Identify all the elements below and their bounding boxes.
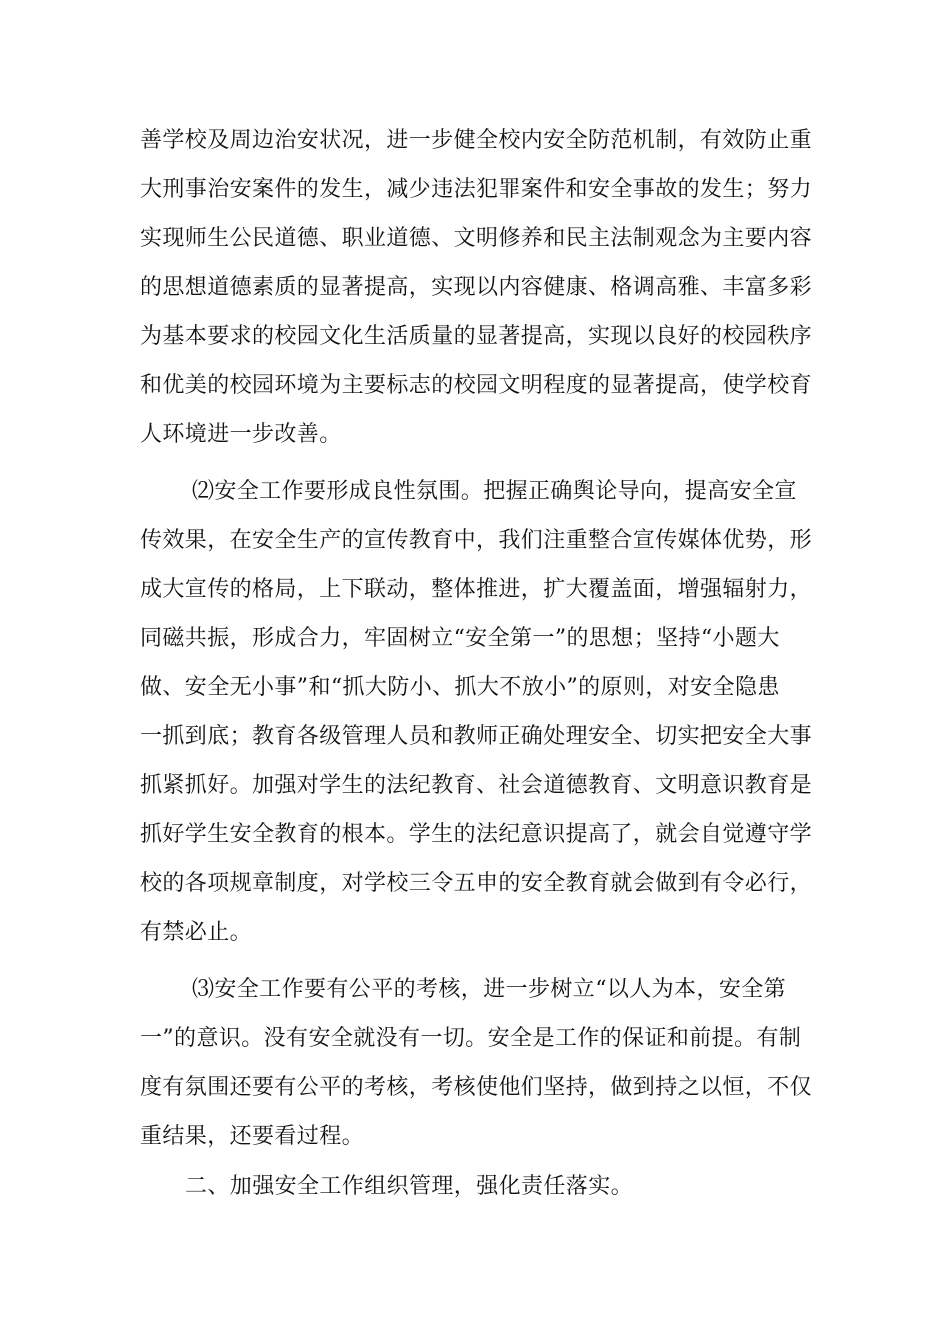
paragraph-2-line-6: 一抓到底；教育各级管理人员和教师正确处理安全、切实把安全大事: [140, 724, 813, 749]
paragraph-1-line-5: 为基本要求的校园文化生活质量的显著提高，实现以良好的校园秩序: [140, 324, 813, 349]
paragraph-2-line-8: 抓好学生安全教育的根本。学生的法纪意识提高了，就会自觉遵守学: [140, 822, 813, 847]
paragraph-2-line-1: ⑵安全工作要形成良性氛围。把握正确舆论导向，提高安全宣: [192, 479, 797, 504]
paragraph-3-line-2: 一”的意识。没有安全就没有一切。安全是工作的保证和前提。有制: [140, 1026, 802, 1051]
paragraph-1-line-7: 人环境进一步改善。: [140, 422, 342, 447]
paragraph-3-line-3: 度有氛围还要有公平的考核，考核使他们坚持，做到持之以恒，不仅: [140, 1075, 813, 1100]
paragraph-2-line-7: 抓紧抓好。加强对学生的法纪教育、社会道德教育、文明意识教育是: [140, 773, 813, 798]
paragraph-1-line-1: 善学校及周边治安状况，进一步健全校内安全防范机制，有效防止重: [140, 128, 813, 153]
paragraph-3-line-1: ⑶安全工作要有公平的考核，进一步树立“以人为本，安全第: [192, 977, 787, 1002]
paragraph-1-line-4: 的思想道德素质的显著提高，实现以内容健康、格调高雅、丰富多彩: [140, 275, 813, 300]
section-heading-2: 二、加强安全工作组织管理，强化责任落实。: [185, 1174, 634, 1199]
paragraph-2-line-9: 校的各项规章制度，对学校三令五申的安全教育就会做到有令必行，: [140, 871, 813, 896]
paragraph-2-line-3: 成大宣传的格局，上下联动，整体推进，扩大覆盖面，增强辐射力，: [140, 577, 813, 602]
paragraph-2-line-5: 做、安全无小事”和“抓大防小、抓大不放小”的原则，对安全隐患: [140, 675, 780, 700]
paragraph-1-line-6: 和优美的校园环境为主要标志的校园文明程度的显著提高，使学校育: [140, 373, 813, 398]
paragraph-2-line-4: 同磁共振，形成合力，牢固树立“安全第一”的思想；坚持“小题大: [140, 626, 780, 651]
paragraph-2-line-10: 有禁必止。: [140, 920, 253, 945]
paragraph-1-line-2: 大刑事治安案件的发生，减少违法犯罪案件和安全事故的发生；努力: [140, 177, 813, 202]
paragraph-3-line-4: 重结果，还要看过程。: [140, 1124, 365, 1149]
paragraph-2-line-2: 传效果，在安全生产的宣传教育中，我们注重整合宣传媒体优势，形: [140, 528, 813, 553]
paragraph-1-line-3: 实现师生公民道德、职业道德、文明修养和民主法制观念为主要内容: [140, 226, 813, 251]
